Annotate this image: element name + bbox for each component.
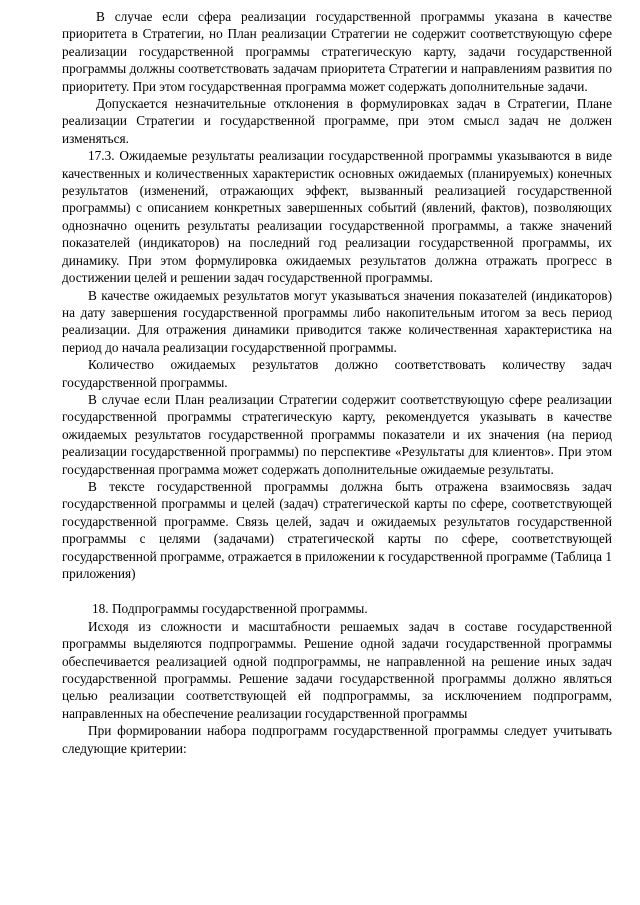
paragraph-criteria-intro: При формировании набора подпрограмм государственной программы следует учитывать следующие критерии: xyxy=(62,723,612,756)
paragraph-strategic-map: В случае если План реализации Стратегии содержит соответствующую сфере реализации государственной программы стратегическую карту, рекомендуется указывать в качестве ожидаемых результатов государственной программы показатели и их значения (на период реализации государственной программы) по перспективе «Результаты для клиентов». При этом государственная программа может содержать дополнительные ожидаемые результаты. xyxy=(62,391,612,477)
paragraph-subprograms: Исходя из сложности и масштабности решаемых задач в составе государственной программы выделяются подпрограммы. Решение одной задачи государственной программы обеспечивается реализацией одной подпрограммы, не направленной на решение иных задач государственной программы. Решение задачи государственной программы должно являться целью реализации соответствующей ей подпрограммы, за исключением подпрограмм, направленных на обеспечение реализации государственной программы xyxy=(62,618,612,721)
paragraph-results-count: Количество ожидаемых результатов должно соответствовать количеству задач государственной программы. xyxy=(62,357,612,390)
paragraph-relationship: В тексте государственной программы должна быть отражена взаимосвязь задач государственной программы и целей (задач) стратегической карты по сфере, соответствующей государственной программе. Связь целей, задач и ожидаемых результатов государственной программы с целями (задачами) стратегической карты по сфере, соответствующей государственной программе, отражается в приложении к государственной программе (Таблица 1 приложения) xyxy=(62,478,612,581)
paragraph-17-3-expected-results: 17.3. Ожидаемые результаты реализации государственной программы указываются в виде качественных и количественных характеристик основных ожидаемых (планируемых) конечных результатов (изменений, отражающих эффект, вызванный реализацией государственной программы) с описанием конкретных завершенных событий (явлений, фактов), позволяющих однозначно оценить результаты реализации государственной программы, а также значений показателей (индикаторов) на последний год реализации государственной программы, их динамику. При этом формулировка ожидаемых результатов должна отражать прогресс в достижении целей и решении задач государственной программы. xyxy=(62,148,612,286)
paragraph-deviations: Допускается незначительные отклонения в формулировках задач в Стратегии, Плане реализации Стратегии и государственной программе, при этом смысл задач не должен изменяться. xyxy=(62,96,612,146)
section-heading-18: 18. Подпрограммы государственной программы. xyxy=(92,601,368,617)
paragraph-indicator-values: В качестве ожидаемых результатов могут указываться значения показателей (индикаторов) на дату завершения государственной программы либо накопительным итогом за весь период реализации. Для отражения динамики приводится также количественная характеристика на период до начала реализации государственной программы. xyxy=(62,287,612,355)
section-gap xyxy=(62,582,612,600)
paragraph-strategy-priority: В случае если сфера реализации государственной программы указана в качестве приоритета в Стратегии, но План реализации Стратегии не содержит соответствующую сфере реализации государственной программы стратегическую карту, задачи государственной программы должны соответствовать задачам приоритета Стратегии и направлениям развития по приоритету. При этом государственная программа может содержать дополнительные задачи. xyxy=(62,9,612,94)
